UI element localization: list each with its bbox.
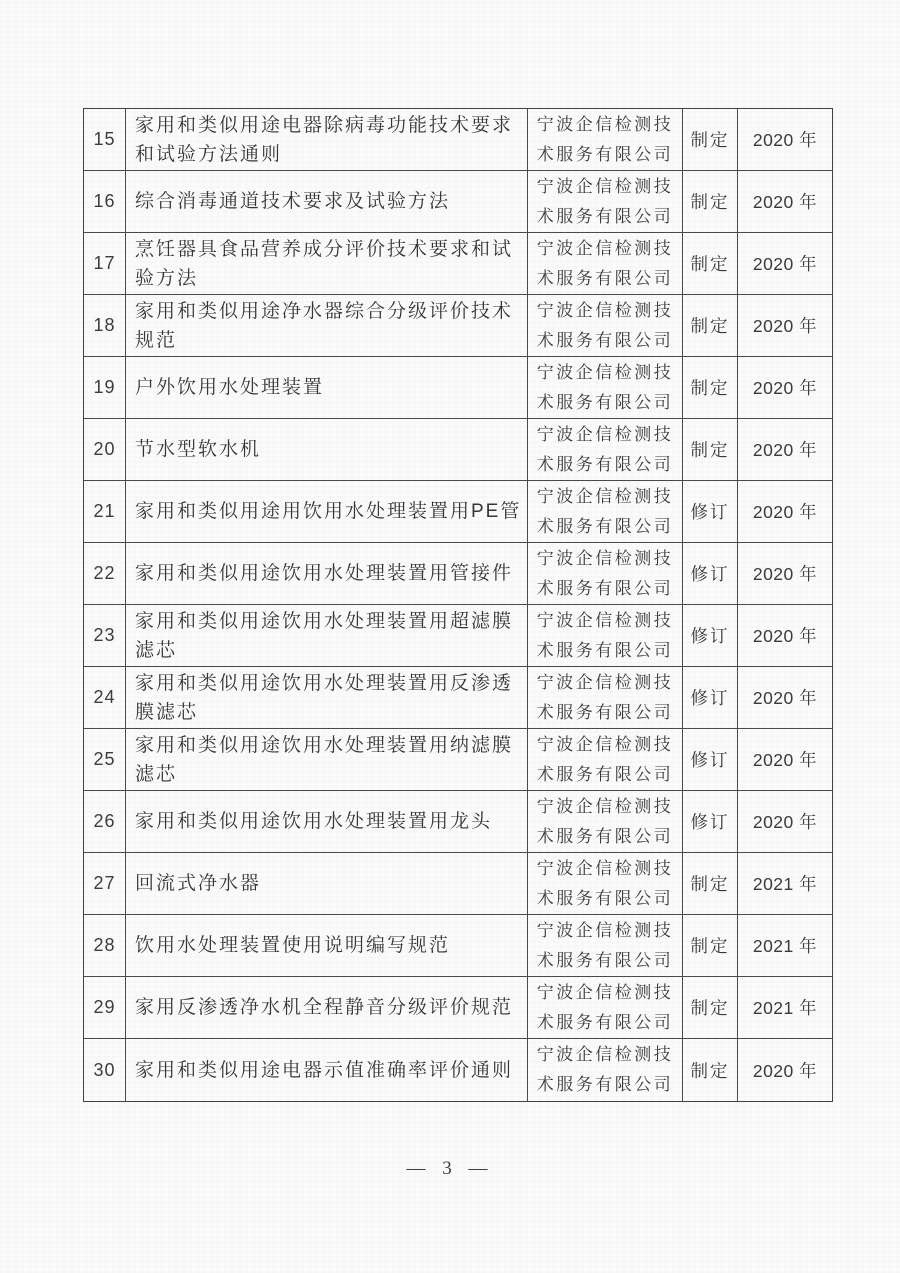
action-type: 制定: [683, 357, 738, 418]
table-row: [84, 915, 832, 977]
drafting-organization: 宁波企信检测技术服务有限公司: [528, 915, 683, 976]
action-type: 制定: [683, 233, 738, 294]
row-number: 30: [84, 1039, 126, 1101]
completion-year: 2020 年: [752, 316, 818, 336]
drafting-organization: 宁波企信检测技术服务有限公司: [528, 481, 683, 542]
action-type: 修订: [683, 667, 738, 728]
completion-year: 2020 年: [752, 750, 818, 770]
row-number: 27: [84, 853, 126, 914]
drafting-organization: 宁波企信检测技术服务有限公司: [528, 605, 683, 666]
table-row: [84, 543, 832, 605]
action-type: 修订: [683, 481, 738, 542]
standard-name: 家用和类似用途饮用水处理装置用管接件: [126, 543, 528, 604]
drafting-organization: 宁波企信检测技术服务有限公司: [528, 791, 683, 852]
action-type: 修订: [683, 605, 738, 666]
table-row: [84, 233, 832, 295]
row-number: 24: [84, 667, 126, 728]
completion-year: 2020 年: [752, 192, 818, 212]
page-number: — 3 —: [406, 1158, 494, 1179]
completion-year: 2021 年: [752, 874, 818, 894]
drafting-organization: 宁波企信检测技术服务有限公司: [528, 977, 683, 1038]
drafting-organization: 宁波企信检测技术服务有限公司: [528, 543, 683, 604]
table-row: [84, 791, 832, 853]
completion-year: 2020 年: [752, 254, 818, 274]
drafting-organization: 宁波企信检测技术服务有限公司: [528, 233, 683, 294]
standard-name: 家用和类似用途电器示值准确率评价通则: [126, 1039, 528, 1101]
action-type: 修订: [683, 543, 738, 604]
standard-name: 家用和类似用途用饮用水处理装置用PE管: [126, 481, 528, 542]
action-type: 制定: [683, 419, 738, 480]
table-row: [84, 419, 832, 481]
standard-name: 家用和类似用途饮用水处理装置用纳滤膜滤芯: [126, 729, 528, 790]
table-row: [84, 667, 832, 729]
table-row: [84, 295, 832, 357]
drafting-organization: 宁波企信检测技术服务有限公司: [528, 667, 683, 728]
drafting-organization: 宁波企信检测技术服务有限公司: [528, 357, 683, 418]
drafting-organization: 宁波企信检测技术服务有限公司: [528, 419, 683, 480]
row-number: 28: [84, 915, 126, 976]
action-type: 制定: [683, 295, 738, 356]
completion-year: 2020 年: [752, 130, 818, 150]
standard-name: 家用和类似用途饮用水处理装置用龙头: [126, 791, 528, 852]
completion-year: 2020 年: [752, 564, 818, 584]
drafting-organization: 宁波企信检测技术服务有限公司: [528, 729, 683, 790]
action-type: 制定: [683, 1039, 738, 1101]
row-number: 22: [84, 543, 126, 604]
row-number: 19: [84, 357, 126, 418]
standard-name: 家用和类似用途净水器综合分级评价技术规范: [126, 295, 528, 356]
row-number: 16: [84, 171, 126, 232]
standard-name: 户外饮用水处理装置: [126, 357, 528, 418]
row-number: 26: [84, 791, 126, 852]
completion-year: 2020 年: [752, 812, 818, 832]
drafting-organization: 宁波企信检测技术服务有限公司: [528, 853, 683, 914]
row-number: 23: [84, 605, 126, 666]
completion-year: 2021 年: [752, 998, 818, 1018]
standard-name: 家用反渗透净水机全程静音分级评价规范: [126, 977, 528, 1038]
standard-name: 回流式净水器: [126, 853, 528, 914]
completion-year: 2020 年: [752, 378, 818, 398]
drafting-organization: 宁波企信检测技术服务有限公司: [528, 1039, 683, 1101]
table-row: [84, 171, 832, 233]
table-row: [84, 853, 832, 915]
row-number: 18: [84, 295, 126, 356]
table-row: [84, 605, 832, 667]
completion-year: 2020 年: [752, 688, 818, 708]
standard-name: 综合消毒通道技术要求及试验方法: [126, 171, 528, 232]
standards-table: [83, 108, 833, 1102]
drafting-organization: 宁波企信检测技术服务有限公司: [528, 109, 683, 170]
table-row: [84, 1039, 832, 1101]
action-type: 制定: [683, 977, 738, 1038]
completion-year: 2020 年: [752, 440, 818, 460]
standard-name: 烹饪器具食品营养成分评价技术要求和试验方法: [126, 233, 528, 294]
row-number: 20: [84, 419, 126, 480]
standard-name: 家用和类似用途饮用水处理装置用超滤膜滤芯: [126, 605, 528, 666]
row-number: 21: [84, 481, 126, 542]
action-type: 修订: [683, 791, 738, 852]
standard-name: 饮用水处理装置使用说明编写规范: [126, 915, 528, 976]
action-type: 制定: [683, 915, 738, 976]
completion-year: 2020 年: [752, 626, 818, 646]
completion-year: 2021 年: [752, 936, 818, 956]
drafting-organization: 宁波企信检测技术服务有限公司: [528, 171, 683, 232]
drafting-organization: 宁波企信检测技术服务有限公司: [528, 295, 683, 356]
action-type: 修订: [683, 729, 738, 790]
completion-year: 2020 年: [752, 1060, 818, 1081]
table-row: [84, 109, 832, 171]
completion-year: 2020 年: [752, 502, 818, 522]
table-row: [84, 729, 832, 791]
standard-name: 节水型软水机: [126, 419, 528, 480]
table-row: [84, 481, 832, 543]
action-type: 制定: [683, 171, 738, 232]
action-type: 制定: [683, 109, 738, 170]
action-type: 制定: [683, 853, 738, 914]
row-number: 29: [84, 977, 126, 1038]
standard-name: 家用和类似用途饮用水处理装置用反渗透膜滤芯: [126, 667, 528, 728]
row-number: 15: [84, 109, 126, 170]
row-number: 17: [84, 233, 126, 294]
standard-name: 家用和类似用途电器除病毒功能技术要求和试验方法通则: [126, 109, 528, 170]
table-row: [84, 357, 832, 419]
table-row: [84, 977, 832, 1039]
row-number: 25: [84, 729, 126, 790]
